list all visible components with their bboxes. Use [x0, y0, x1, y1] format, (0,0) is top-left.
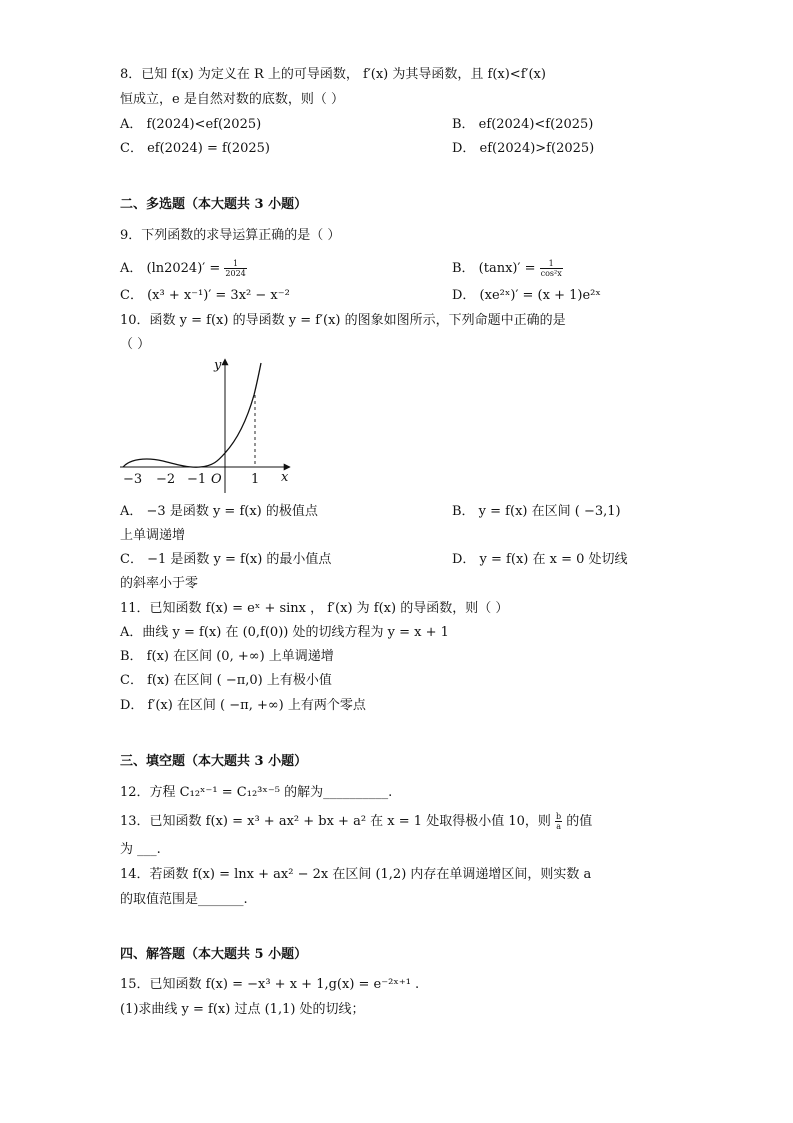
q9-option-a-fraction [224, 259, 246, 278]
q13-line2: 为 ___. [120, 842, 161, 857]
tick-label-1: 1 [251, 472, 260, 487]
derivative-curve [123, 363, 261, 467]
q10-line1: 10．函数 y = f(x) 的导函数 y = f′(x) 的图象如图所示，下列命题中正确的是 [120, 313, 566, 328]
q12-line: 12．方程 C₁₂ˣ⁻¹ = C₁₂³ˣ⁻⁵ 的解为__________. [120, 785, 393, 800]
q11-stem: 11．已知函数 f(x) = eˣ + sinx ， f′(x) 为 f(x) 的导函数，则（ ） [120, 601, 509, 616]
fraction-numerator: 1 [224, 259, 246, 269]
origin-label: O [211, 472, 222, 487]
section-fill-in-heading: 三、填空题（本大题共 3 小题） [120, 754, 308, 769]
q13-line1 [120, 812, 592, 831]
fraction-denominator: cos²x [540, 269, 562, 278]
q10-option-a: A． −3 是函数 y = f(x) 的极值点 [120, 504, 318, 519]
q11-option-a: A．曲线 y = f(x) 在 (0,f(0)) 处的切线方程为 y = x + 1 [120, 625, 449, 640]
q11-option-c: C． f(x) 在区间 ( −π,0) 上有极小值 [120, 673, 332, 688]
tick-label-neg2: −2 [156, 472, 176, 487]
q10-option-c: C． −1 是函数 y = f(x) 的最小值点 [120, 552, 332, 567]
q9-option-a-text: A． (ln2024)′ = [120, 261, 225, 276]
q8-option-c: C． ef(2024) = f(2025) [120, 141, 271, 156]
q10-option-b: B． y = f(x) 在区间 ( −3,1) [452, 504, 621, 519]
fraction-numerator: 1 [540, 259, 563, 269]
q14-line1: 14．若函数 f(x) = lnx + ax² − 2x 在区间 (1,2) 内存在单调递增区间，则实数 a [120, 867, 592, 882]
q11-option-d: D． f′(x) 在区间 ( −π, +∞) 上有两个零点 [120, 698, 366, 713]
q14-line2: 的取值范围是_______. [120, 892, 248, 907]
q9-option-d: D． (xe²ˣ)′ = (x + 1)e²ˣ [452, 288, 601, 303]
q10-option-d: D． y = f(x) 在 x = 0 处切线 [452, 552, 628, 567]
q11-option-b: B． f(x) 在区间 (0, +∞) 上单调递增 [120, 649, 334, 664]
q9-option-b-text: B． (tanx)′ = [452, 261, 540, 276]
q13-text: 13．已知函数 f(x) = x³ + ax² + bx + a² 在 x = 1 处取得极小值 10，则 [120, 814, 556, 829]
x-axis-label: x [281, 470, 289, 485]
tick-label-neg1: −1 [187, 472, 207, 487]
q9-option-c: C． (x³ + x⁻¹)′ = 3x² − x⁻² [120, 288, 290, 303]
q15-line1: 15．已知函数 f(x) = −x³ + x + 1,g(x) = e⁻²ˣ⁺¹ . [120, 977, 420, 992]
q10-line2: （ ） [120, 337, 151, 352]
section-answer-heading: 四、解答题（本大题共 5 小题） [120, 947, 308, 962]
q8-line2: 恒成立，e 是自然对数的底数，则（ ） [120, 92, 344, 107]
q8-option-a: A． f(2024)<ef(2025) [120, 117, 262, 132]
derivative-graph [118, 355, 298, 495]
tick-label-neg3: −3 [123, 472, 143, 487]
q8-option-d: D． ef(2024)>f(2025) [452, 141, 595, 156]
y-axis-label: y [214, 358, 222, 373]
q9-stem: 9．下列函数的求导运算正确的是（ ） [120, 228, 341, 243]
q8-line1: 8．已知 f(x) 为定义在 R 上的可导函数， f′(x) 为其导函数，且 f(x)<f′(x) [120, 67, 546, 82]
q10-option-d-continued: 的斜率小于零 [120, 576, 199, 591]
section-multiple-choice-heading: 二、多选题（本大题共 3 小题） [120, 197, 308, 212]
q9-option-b-fraction [540, 259, 563, 278]
q9-option-b [452, 259, 563, 278]
q8-option-b: B． ef(2024)<f(2025) [452, 117, 594, 132]
q10-option-b-continued: 上单调递增 [120, 528, 186, 543]
q9-option-a [120, 259, 247, 278]
fraction-denominator: a [556, 822, 561, 831]
q13-text-tail: 的值 [562, 814, 593, 829]
fraction-denominator: 2024 [225, 269, 246, 278]
q15-line2: (1)求曲线 y = f(x) 过点 (1,1) 处的切线； [120, 1002, 365, 1017]
fraction-numerator: b [556, 812, 562, 821]
